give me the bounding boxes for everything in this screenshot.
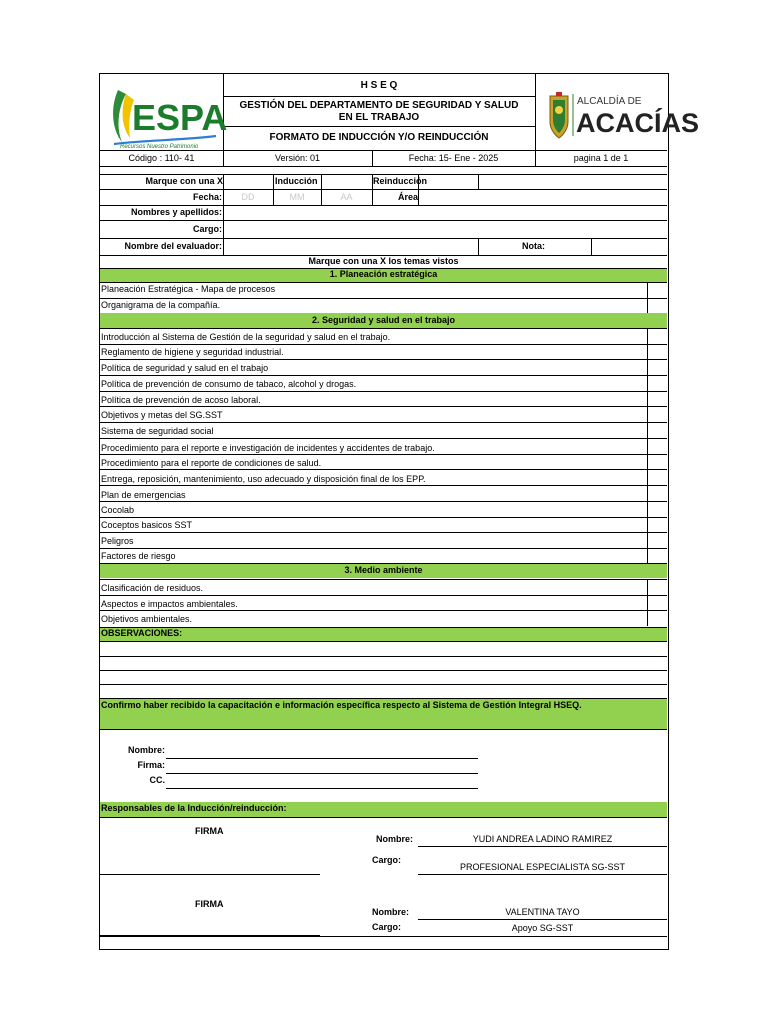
title-line2: EN EL TRABAJO bbox=[338, 112, 420, 123]
version-text: Versión: 01 bbox=[274, 153, 321, 163]
topic-checkbox[interactable] bbox=[647, 344, 667, 359]
reinduccion-label: Reinducción bbox=[373, 176, 428, 186]
nota-label: Nota: bbox=[522, 241, 545, 251]
confirmo-text: Confirmo haber recibido la capacitación e información específica respecto al Sistema de Gestión Integral HSEQ. bbox=[101, 700, 582, 710]
codigo-text: Código : 110- 41 bbox=[128, 153, 195, 163]
topic-checkbox[interactable] bbox=[647, 282, 667, 298]
responsable2-name: VALENTINA TAYO bbox=[505, 907, 580, 917]
alcaldia-small-text: ALCALDÍA DE bbox=[577, 96, 642, 107]
alcaldia-big-text: ACACÍAS bbox=[576, 108, 700, 138]
topic-item: Procedimiento para el reporte de condiciones de salud. bbox=[101, 458, 322, 468]
topic-item: Introducción al Sistema de Gestión de la seguridad y salud en el trabajo. bbox=[101, 332, 391, 342]
responsables-title: Responsables de la Inducción/reinducción: bbox=[101, 803, 287, 813]
topic-item: Entrega, reposición, mantenimiento, uso adecuado y disposición final de los EPP. bbox=[101, 474, 426, 484]
responsable1-firma-label: FIRMA bbox=[195, 826, 224, 836]
responsable2-cargo-label: Cargo: bbox=[372, 922, 401, 932]
topic-checkbox[interactable] bbox=[647, 501, 667, 517]
responsable1-nombre-label: Nombre: bbox=[376, 834, 414, 844]
fecha-aa-field[interactable]: AA bbox=[340, 192, 353, 202]
topic-item: Política de prevención de acoso laboral. bbox=[101, 395, 261, 405]
topic-checkbox[interactable] bbox=[647, 359, 667, 375]
espa-logo bbox=[106, 80, 228, 150]
responsable1-name: YUDI ANDREA LADINO RAMIREZ bbox=[472, 834, 613, 844]
topic-checkbox[interactable] bbox=[647, 532, 667, 548]
evaluador-label: Nombre del evaluador: bbox=[124, 241, 222, 251]
topic-checkbox[interactable] bbox=[647, 579, 667, 595]
temas-label: Marque con una X los temas vistos bbox=[308, 256, 459, 266]
marque-label: Marque con una X bbox=[145, 176, 223, 186]
topic-checkbox[interactable] bbox=[647, 406, 667, 422]
topic-checkbox[interactable] bbox=[647, 469, 667, 485]
topic-checkbox[interactable] bbox=[647, 595, 667, 610]
firmante-cc-line[interactable] bbox=[166, 788, 478, 789]
espa-logo-text: ESPA bbox=[132, 97, 228, 138]
hseq-title: H S E Q bbox=[360, 80, 398, 91]
topic-checkbox[interactable] bbox=[647, 298, 667, 313]
fecha-label: Fecha: bbox=[192, 192, 222, 202]
topic-item: Sistema de seguridad social bbox=[101, 426, 214, 436]
nombres-label: Nombres y apellidos: bbox=[130, 207, 222, 217]
induccion-label: Inducción bbox=[275, 176, 318, 186]
firmante-cc-label: CC. bbox=[149, 775, 165, 785]
topic-item: Aspectos e impactos ambientales. bbox=[101, 599, 238, 609]
topic-item: Reglamento de higiene y seguridad industrial. bbox=[101, 347, 284, 357]
topic-checkbox[interactable] bbox=[647, 391, 667, 406]
responsable1-firma-line[interactable] bbox=[100, 874, 320, 875]
topic-checkbox[interactable] bbox=[647, 485, 667, 501]
cargo-field[interactable] bbox=[224, 221, 666, 237]
topic-item: Política de prevención de consumo de tabaco, alcohol y drogas. bbox=[101, 379, 357, 389]
area-field[interactable] bbox=[419, 190, 666, 204]
topic-item: Factores de riesgo bbox=[101, 551, 176, 561]
firmante-firma-line[interactable] bbox=[166, 773, 478, 774]
firmante-nombre-line[interactable] bbox=[166, 758, 478, 759]
format-title: FORMATO DE INDUCCIÓN Y/O REINDUCCIÓN bbox=[269, 132, 489, 143]
topic-item: Objetivos y metas del SG.SST bbox=[101, 410, 223, 420]
topic-item: Coceptos basicos SST bbox=[101, 520, 193, 530]
responsable1-cargo: PROFESIONAL ESPECIALISTA SG-SST bbox=[459, 862, 626, 872]
topic-checkbox[interactable] bbox=[647, 438, 667, 454]
form-sheet bbox=[99, 73, 700, 950]
cargo-label: Cargo: bbox=[193, 224, 222, 234]
topic-item: Organigrama de la compañía. bbox=[101, 300, 221, 310]
fecha-dd-field[interactable]: DD bbox=[241, 192, 255, 202]
topic-item: Plan de emergencias bbox=[101, 490, 186, 500]
topic-checkbox[interactable] bbox=[647, 517, 667, 532]
fecha-mm-field[interactable]: MM bbox=[289, 192, 305, 202]
topic-checkbox[interactable] bbox=[647, 375, 667, 391]
section-3-title: 3. Medio ambiente bbox=[344, 565, 423, 575]
topic-item: Objetivos ambientales. bbox=[101, 614, 193, 624]
espa-slogan: Recursos Nuestro Patrimonio bbox=[120, 144, 199, 150]
topic-checkbox[interactable] bbox=[647, 422, 667, 438]
topic-checkbox[interactable] bbox=[647, 548, 667, 563]
topic-item: Procedimiento para el reporte e investigación de incidentes y accidentes de trabajo. bbox=[101, 443, 435, 453]
alcaldia-acacias-logo bbox=[546, 86, 700, 142]
responsable2-cargo: Apoyo SG-SST bbox=[511, 923, 574, 933]
topic-item: Política de seguridad y salud en el trabajo bbox=[101, 363, 269, 373]
topic-checkbox[interactable] bbox=[647, 328, 667, 344]
topic-item: Peligros bbox=[101, 536, 134, 546]
nota-field[interactable] bbox=[592, 239, 666, 254]
evaluador-field[interactable] bbox=[224, 239, 477, 254]
responsable1-cargo-label: Cargo: bbox=[372, 855, 401, 865]
section-2-title: 2. Seguridad y salud en el trabajo bbox=[311, 315, 456, 325]
topic-checkbox[interactable] bbox=[647, 610, 667, 626]
responsable2-firma-label: FIRMA bbox=[195, 899, 224, 909]
topic-item: Clasificación de residuos. bbox=[101, 583, 204, 593]
topic-item: Cocolab bbox=[101, 505, 135, 515]
responsable2-nombre-label: Nombre: bbox=[372, 907, 410, 917]
induccion-checkbox[interactable] bbox=[322, 175, 371, 188]
topic-item: Planeación Estratégica - Mapa de procesos bbox=[101, 284, 276, 294]
firmante-firma-label: Firma: bbox=[137, 760, 165, 770]
observaciones-title: OBSERVACIONES: bbox=[101, 628, 183, 638]
firmante-nombre-label: Nombre: bbox=[127, 745, 165, 755]
observaciones-header bbox=[100, 627, 667, 641]
title-line1: GESTIÓN DEL DEPARTAMENTO DE SEGURIDAD Y SALUD bbox=[239, 100, 519, 111]
reinduccion-checkbox[interactable] bbox=[479, 175, 666, 188]
pagina-text: pagina 1 de 1 bbox=[573, 153, 629, 163]
fecha-doc-text: Fecha: 15- Ene - 2025 bbox=[408, 153, 499, 163]
nombres-field[interactable] bbox=[224, 206, 666, 219]
topic-checkbox[interactable] bbox=[647, 454, 667, 469]
area-label: Área bbox=[397, 192, 418, 202]
section-1-title: 1. Planeación estratégica bbox=[329, 269, 438, 279]
